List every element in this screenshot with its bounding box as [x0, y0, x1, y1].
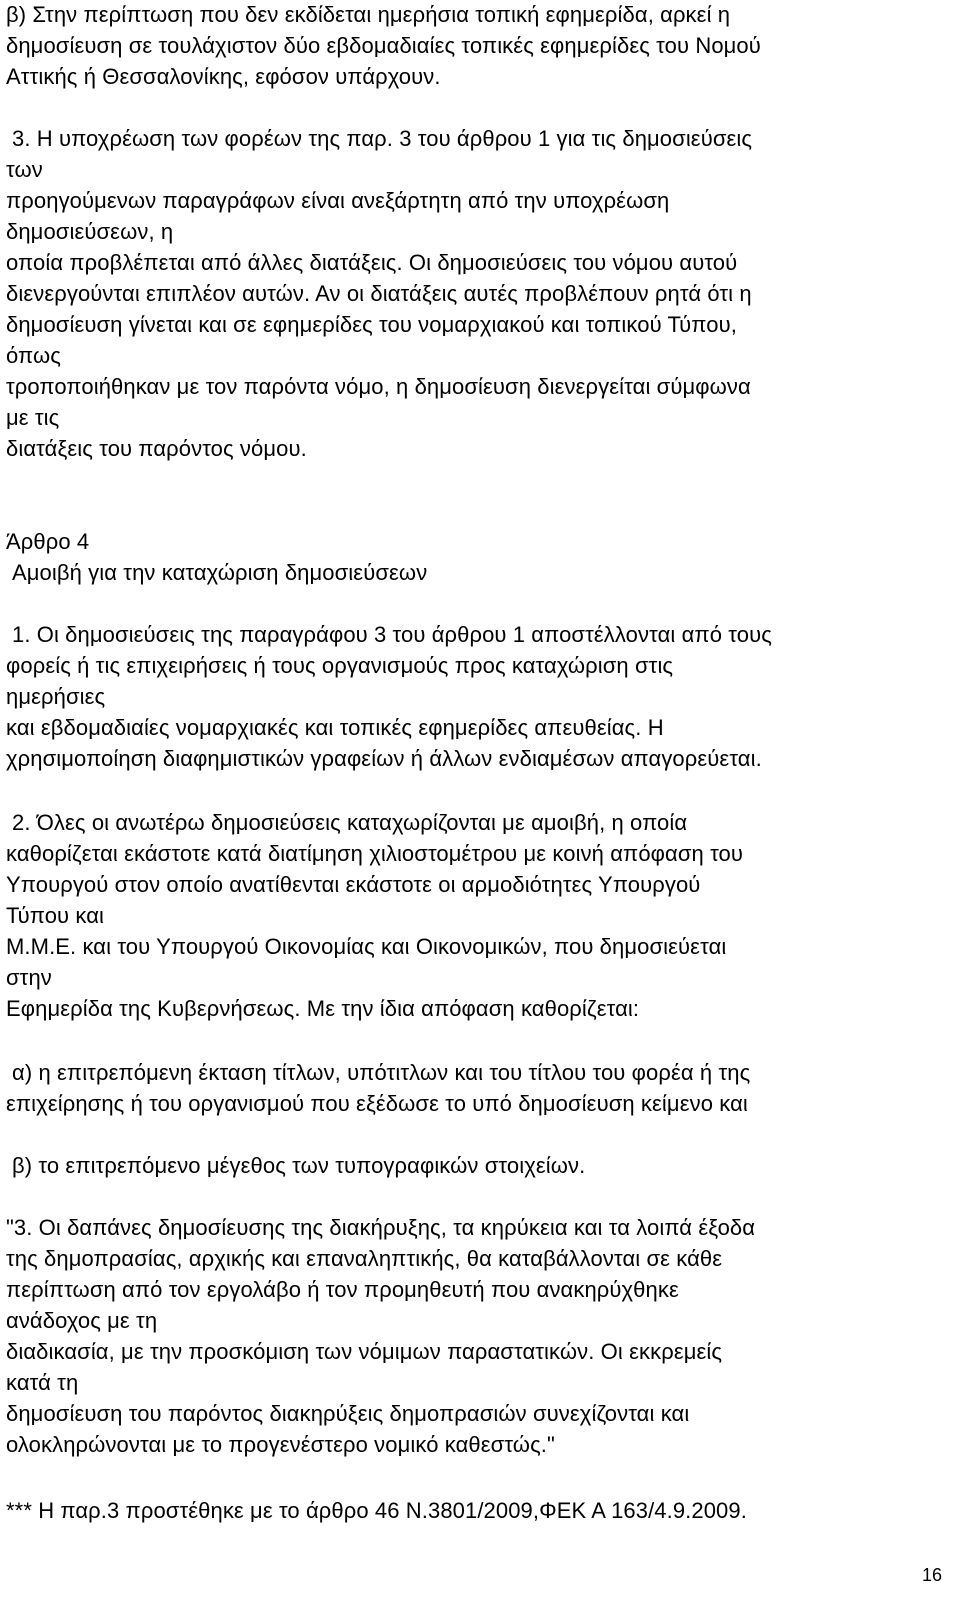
text-line: διατάξεις του παρόντος νόμου. [6, 436, 307, 461]
text-line: β) το επιτρεπόμενο μέγεθος των τυπογραφικών στοιχείων. [12, 1153, 586, 1178]
text-line: στην [6, 965, 52, 990]
text-line: 1. Οι δημοσιεύσεις της παραγράφου 3 του άρθρου 1 αποστέλλονται από τους [12, 622, 772, 647]
text-line: Μ.Μ.Ε. και του Υπουργού Οικονομίας και Οικονομικών, που δημοσιεύεται [6, 934, 727, 959]
text-line: δημοσιεύσεων, η [6, 219, 174, 244]
article-title: Αμοιβή για την καταχώριση δημοσιεύσεων [12, 560, 428, 585]
text-line: επιχείρησης ή του οργανισμού που εξέδωσε το υπό δημοσίευση κείμενο και [6, 1091, 748, 1116]
text-line: διαδικασία, με την προσκόμιση των νόμιμων παραστατικών. Οι εκκρεμείς [6, 1339, 723, 1364]
text-line: Εφημερίδα της Κυβερνήσεως. Με την ίδια απόφαση καθορίζεται: [6, 996, 640, 1021]
text-line: καθορίζεται εκάστοτε κατά διατίμηση χιλιοστομέτρου με κοινή απόφαση του [6, 841, 744, 866]
text-line: "3. Οι δαπάνες δημοσίευσης της διακήρυξης, τα κηρύκεια και τα λοιπά έξοδα [6, 1215, 756, 1240]
article-heading: Άρθρο 4 [6, 529, 90, 554]
text-line: α) η επιτρεπόμενη έκταση τίτλων, υπότιτλων και του τίτλου του φορέα ή της [12, 1060, 751, 1085]
text-line: προηγούμενων παραγράφων είναι ανεξάρτητη από την υποχρέωση [6, 188, 670, 213]
text-line: ολοκληρώνονται με το προγενέστερο νομικό καθεστώς." [6, 1432, 555, 1457]
text-line: όπως [6, 343, 61, 368]
text-line: οποία προβλέπεται από άλλες διατάξεις. Οι δημοσιεύσεις του νόμου αυτού [6, 250, 738, 275]
text-line: φορείς ή τις επιχειρήσεις ή τους οργανισμούς προς καταχώριση στις [6, 653, 674, 678]
text-line: Αττικής ή Θεσσαλονίκης, εφόσον υπάρχουν. [6, 64, 441, 89]
text-line: περίπτωση από τον εργολάβο ή τον προμηθευτή που ανακηρύχθηκε [6, 1277, 679, 1302]
text-line: δημοσίευση του παρόντος διακηρύξεις δημοπρασιών συνεχίζονται και [6, 1401, 690, 1426]
text-line: χρησιμοποίηση διαφημιστικών γραφείων ή άλλων ενδιαμέσων απαγορεύεται. [6, 746, 762, 771]
text-line: των [6, 157, 43, 182]
text-line: δημοσίευση γίνεται και σε εφημερίδες του νομαρχιακού και τοπικού Τύπου, [6, 312, 737, 337]
text-line: της δημοπρασίας, αρχικής και επαναληπτικής, θα καταβάλλονται σε κάθε [6, 1246, 723, 1271]
text-line: δημοσίευση σε τουλάχιστον δύο εβδομαδιαίες τοπικές εφημερίδες του Νομού [6, 33, 761, 58]
page-number: 16 [921, 1565, 942, 1585]
text-line: κατά τη [6, 1370, 79, 1395]
footnote: *** Η παρ.3 προστέθηκε με το άρθρο 46 Ν.3801/2009,ΦΕΚ Α 163/4.9.2009. [6, 1498, 747, 1523]
text-line: Υπουργού στον οποίο ανατίθενται εκάστοτε οι αρμοδιότητες Υπουργού [6, 872, 701, 897]
text-line: διενεργούνται επιπλέον αυτών. Αν οι διατάξεις αυτές προβλέπουν ρητά ότι η [6, 281, 752, 306]
text-line: Τύπου και [6, 903, 105, 928]
text-line: με τις [6, 405, 60, 430]
text-line: ημερήσιες [6, 684, 106, 709]
text-line: και εβδομαδιαίες νομαρχιακές και τοπικές εφημερίδες απευθείας. Η [6, 715, 664, 740]
text-line: β) Στην περίπτωση που δεν εκδίδεται ημερήσια τοπική εφημερίδα, αρκεί η [6, 2, 731, 27]
text-line: 3. Η υποχρέωση των φορέων της παρ. 3 του άρθρου 1 για τις δημοσιεύσεις [12, 126, 753, 151]
text-line: τροποποιήθηκαν με τον παρόντα νόμο, η δημοσίευση διενεργείται σύμφωνα [6, 374, 751, 399]
text-line: 2. Όλες οι ανωτέρω δημοσιεύσεις καταχωρίζονται με αμοιβή, η οποία [12, 810, 688, 835]
text-line: ανάδοχος με τη [6, 1308, 158, 1333]
